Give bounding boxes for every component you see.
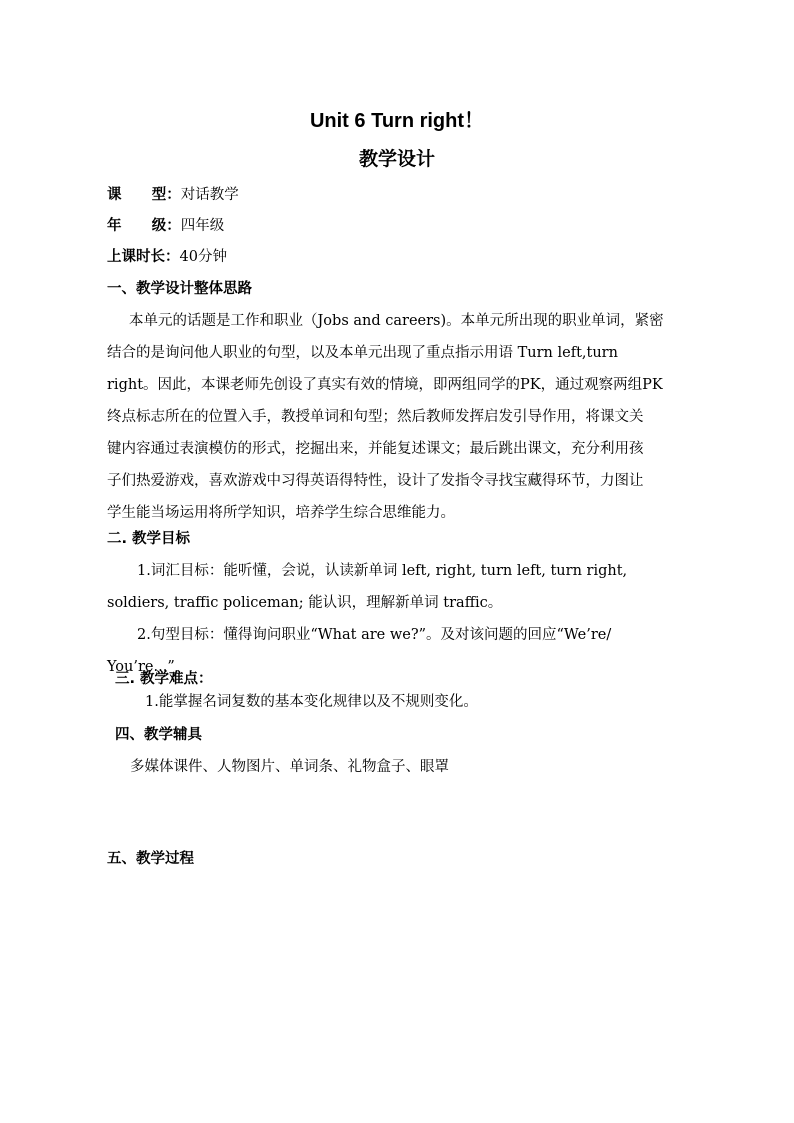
section-heading-5: 五、教学过程: [107, 851, 194, 867]
document-title: Unit 6 Turn right！: [309, 110, 485, 132]
meta-label: 年 级：: [107, 218, 181, 234]
section-heading-3: 三. 教学难点：: [115, 671, 213, 687]
paragraph-line: 结合的是询问他人职业的句型，以及本单元出现了重点指示用语 Turn left,turn: [107, 345, 618, 361]
section-3-line: 1.能掌握名词复数的基本变化规律以及不规则变化。: [145, 694, 478, 710]
meta-course-type: [107, 185, 239, 205]
paragraph-line: You’re...”: [107, 659, 175, 675]
paragraph-line: 1.词汇目标：能听懂，会说，认读新单词 left, right, turn left, turn right,: [137, 563, 628, 579]
section-heading-4: 四、教学辅具: [115, 727, 202, 743]
document-subtitle: 教学设计: [358, 148, 435, 170]
meta-grade: [107, 216, 224, 236]
section-heading-2: 二. 教学目标: [107, 531, 191, 547]
section-heading-1: 一、教学设计整体思路: [107, 281, 252, 297]
meta-value: 40分钟: [179, 249, 227, 265]
paragraph-line: soldiers, traffic policeman; 能认识，理解新单词 traffic。: [107, 595, 503, 611]
paragraph-line: 终点标志所在的位置入手，教授单词和句型；然后教师发挥启发引导作用，将课文关: [107, 409, 644, 425]
meta-value: 四年级: [180, 218, 225, 234]
meta-value: 对话教学: [180, 187, 239, 203]
paragraph-line: right。因此，本课老师先创设了真实有效的情境，即两组同学的PK，通过观察两组PK: [107, 377, 663, 393]
paragraph-line: 2.句型目标：懂得询问职业“What are we?”。及对该问题的回应“We’re/: [137, 627, 612, 643]
paragraph-line: 键内容通过表演模仿的形式，挖掘出来，并能复述课文；最后跳出课文，充分利用孩: [107, 441, 644, 457]
paragraph-line: 学生能当场运用将所学知识，培养学生综合思维能力。: [107, 505, 455, 521]
paragraph-line: 本单元的话题是工作和职业（Jobs and careers)。本单元所出现的职业单词，紧密: [129, 313, 664, 329]
meta-label: 上课时长：: [107, 249, 180, 265]
section-4-line: 多媒体课件、人物图片、单词条、礼物盒子、眼罩: [130, 759, 449, 775]
section-1-paragraph: [107, 311, 703, 535]
meta-label: 课 型：: [107, 187, 181, 203]
meta-duration: [107, 247, 227, 267]
paragraph-line: 子们热爱游戏，喜欢游戏中习得英语得特性，设计了发指令寻找宝藏得环节，力图让: [107, 473, 644, 489]
